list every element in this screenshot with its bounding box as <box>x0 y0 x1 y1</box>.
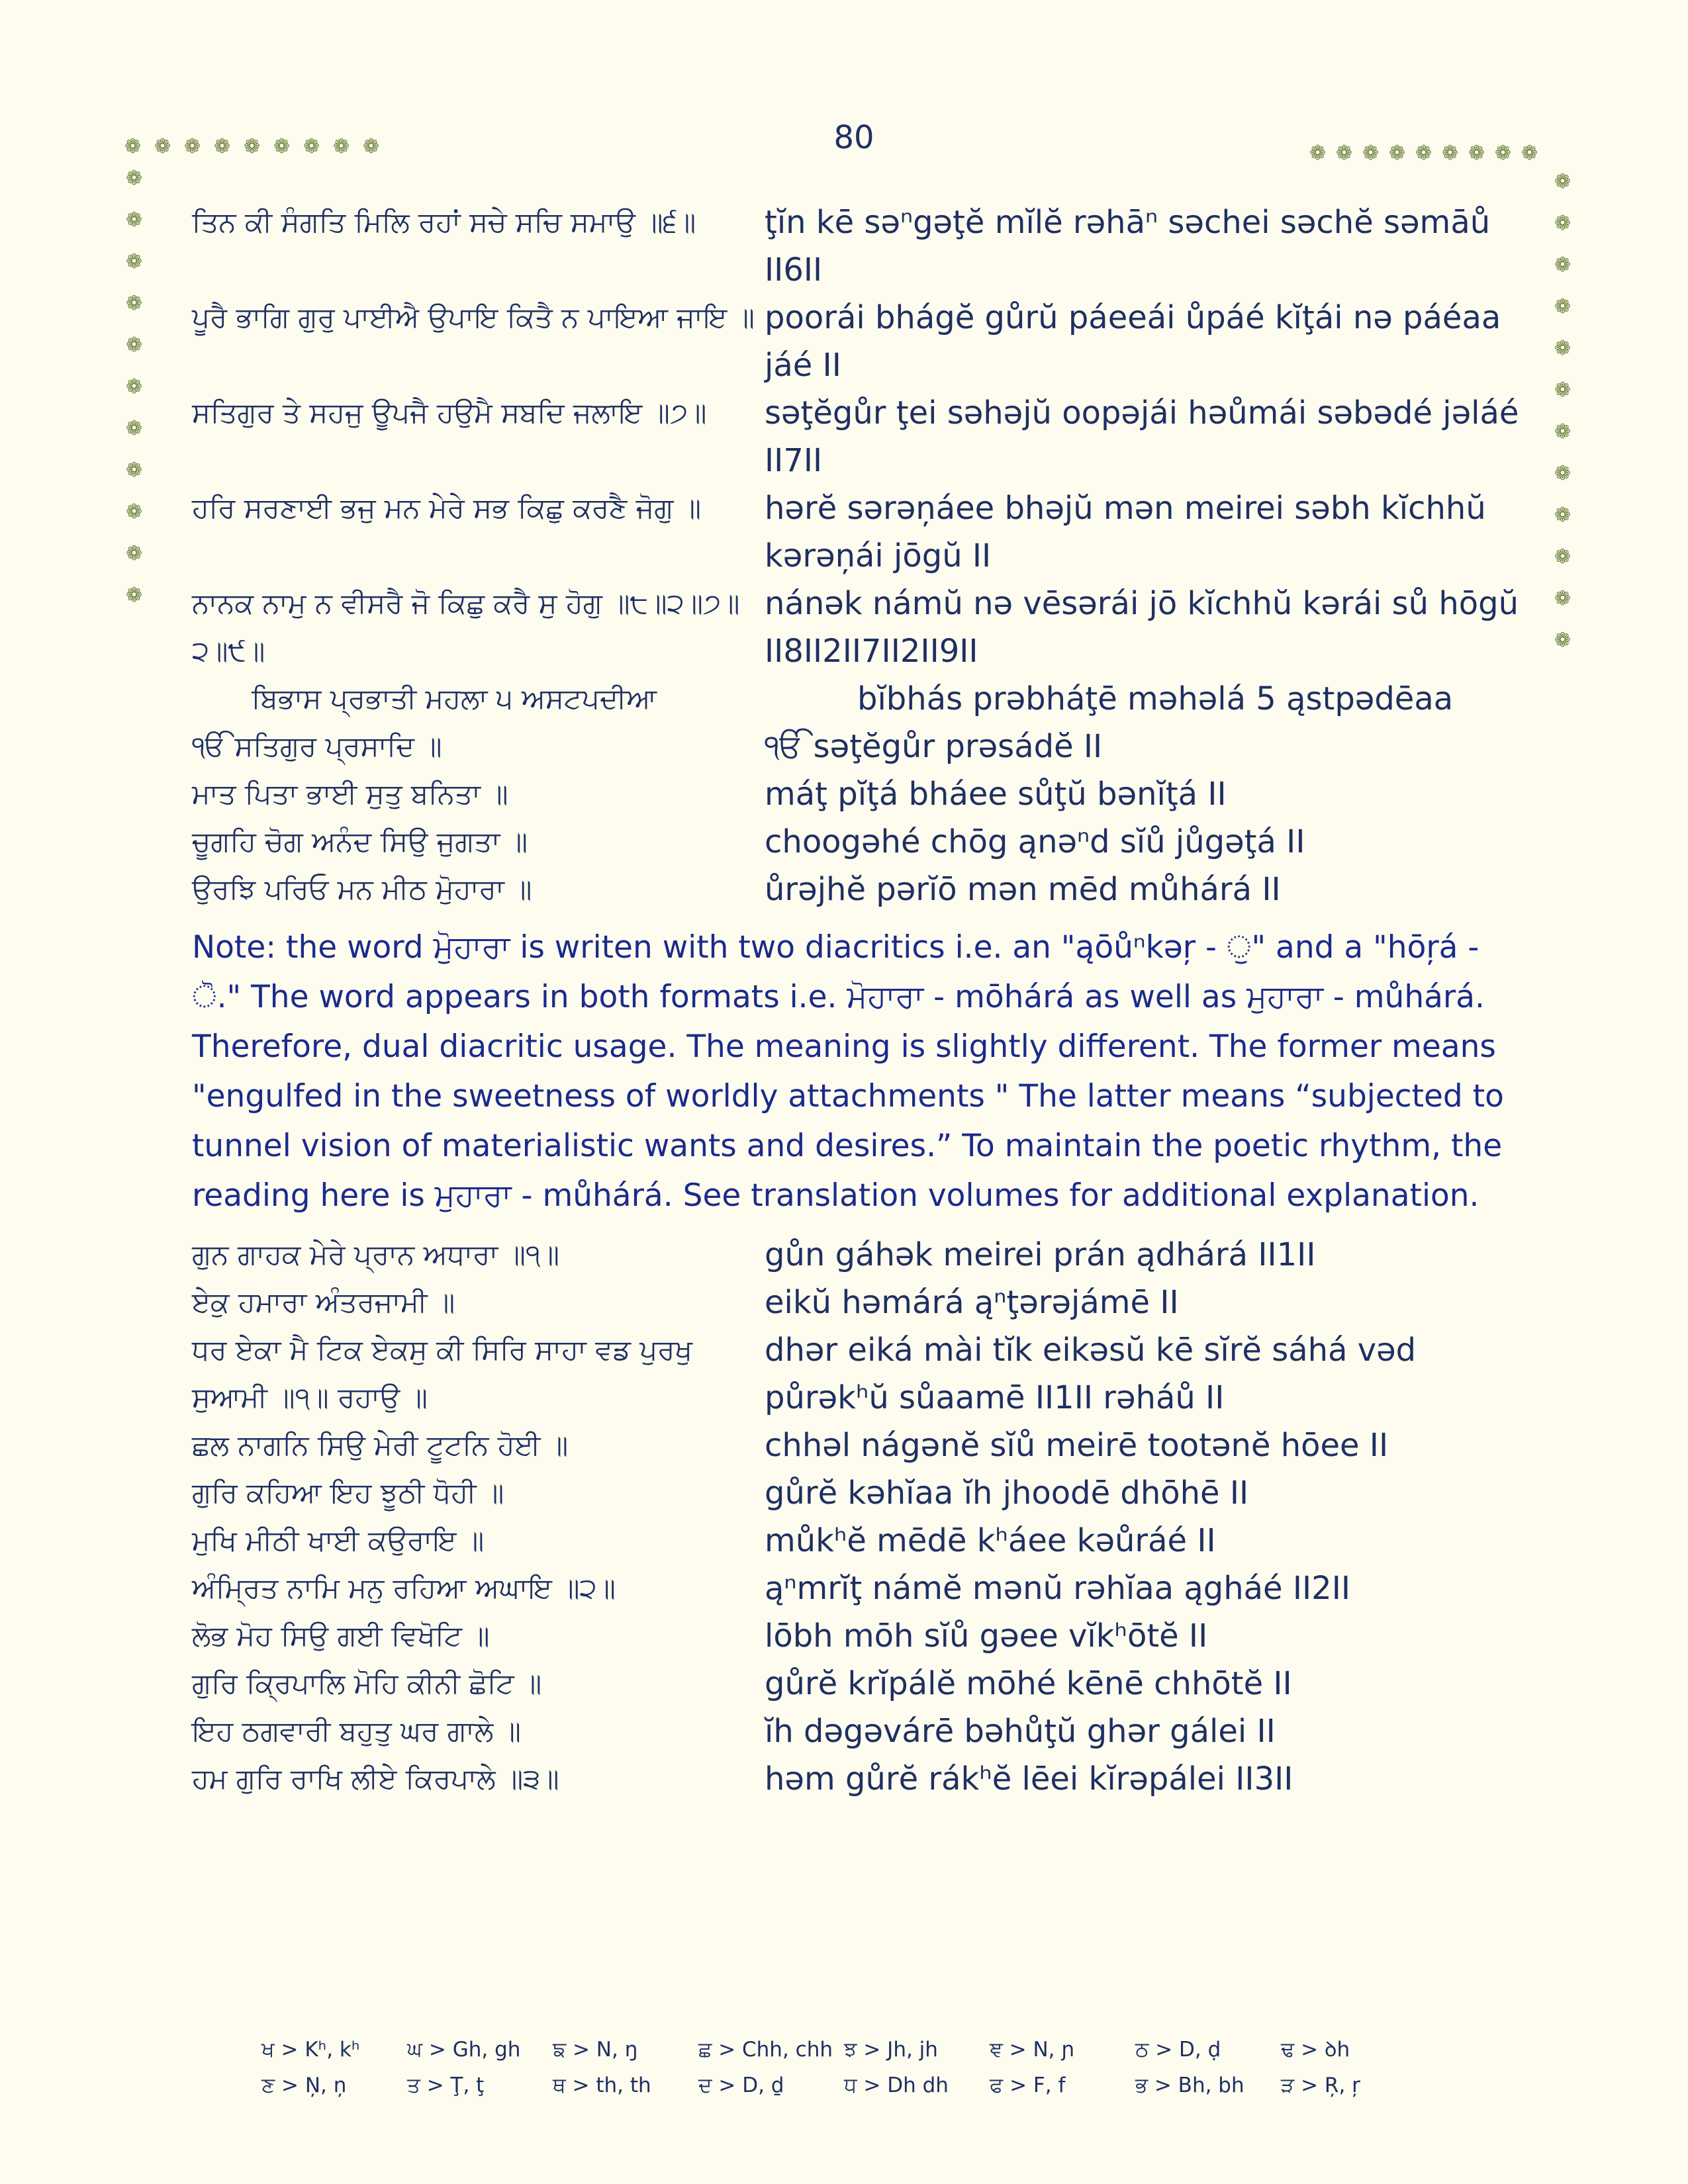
flower-ornament-icon: ❁ <box>1554 212 1571 235</box>
flower-ornament-icon: ❁ <box>1554 462 1571 485</box>
transliteration-text: nánək námŭ nə vēsərái jō kĭchhŭ kərái sů hōgŭ II8II2II7II2II9II <box>765 585 1519 670</box>
page-number: 80 <box>833 119 874 156</box>
flower-ornament-icon: ❁ <box>126 250 143 273</box>
transliteration-text: poorái bhágĕ gůrŭ páeeái ůpáé kĭţái nə páéaa jáé II <box>765 299 1501 384</box>
verse-line <box>192 199 1529 294</box>
title-gurmukhi: ਬਿਭਾਸ ਪ੍ਰਭਾਤੀ ਮਹਲਾ ੫ ਅਸਟਪਦੀਆ <box>252 682 657 715</box>
legend-row <box>261 2032 1453 2068</box>
gurmukhi-text: ਚੂਗਹਿ ਚੋਗ ਅਨੰਦ ਸਿਉ ਜੁਗਤਾ ॥ <box>192 825 528 858</box>
gurmukhi-text: ਗੁਰਿ ਕ੍ਰਿਪਾਲਿ ਮੋਹਿ ਕੀਨੀ ਛੋਟਿ ॥ <box>192 1667 542 1700</box>
gurmukhi-text: ਏਕੁ ਹਮਾਰਾ ਅੰਤਰਜਾਮੀ ॥ <box>192 1286 455 1318</box>
flower-ornament-icon: ❁ <box>1554 504 1571 527</box>
page-content <box>192 199 1529 1803</box>
flower-ornament-icon: ❁ <box>1554 629 1571 652</box>
gurmukhi-text: ਮਾਤ ਪਿਤਾ ਭਾਈ ਸੁਤੁ ਬਨਿਤਾ ॥ <box>192 778 508 810</box>
verse-line <box>192 1422 1529 1469</box>
flower-ornament-icon: ❁ <box>126 417 143 440</box>
legend-item: ਫ > F, f <box>990 2073 1066 2097</box>
verse-line <box>192 866 1529 913</box>
verse-block-2 <box>192 723 1529 913</box>
transliteration-text: ţĭn kē səⁿgəţĕ mĭlĕ rəhāⁿ səchei səchĕ səmāů II6II <box>765 204 1491 289</box>
flower-ornament-icon: ❁ <box>126 334 143 357</box>
transliteration-text: ůrəjhĕ pərĭō mən mēd můhárá II <box>765 871 1281 908</box>
flower-ornament-icon: ❁ <box>1415 142 1432 165</box>
gurmukhi-text: ਤਿਨ ਕੀ ਸੰਗਤਿ ਮਿਲਿ ਰਹਾਂ ਸਚੇ ਸਚਿ ਸਮਾਉ ॥੬॥ <box>192 206 696 238</box>
flower-ornament-icon: ❁ <box>126 292 143 315</box>
flower-ornament-icon: ❁ <box>1362 142 1380 165</box>
verse-line <box>192 1755 1529 1803</box>
flower-ornament-icon: ❁ <box>1442 142 1459 165</box>
flower-ornament-icon: ❁ <box>1554 253 1571 277</box>
flower-ornament-icon: ❁ <box>1495 142 1512 165</box>
gurmukhi-text: ਗੁਰਿ ਕਹਿਆ ਇਹ ਝੂਠੀ ਧੋਹੀ ॥ <box>192 1477 504 1509</box>
legend-item: ਭ > Bh, bh <box>1135 2073 1244 2097</box>
flower-ornament-icon: ❁ <box>1554 379 1571 402</box>
flower-ornament-icon: ❁ <box>124 135 142 158</box>
gurmukhi-text: ਪੂਰੈ ਭਾਗਿ ਗੁਰੁ ਪਾਈਐ ਉਪਾਇ ਕਿਤੈ ਨ ਪਾਇਆ ਜਾਇ ॥ <box>192 301 755 334</box>
gurmukhi-text: ੴ ਸਤਿਗੁਰ ਪ੍ਰਸਾਦਿ ॥ <box>192 730 442 762</box>
verse-line <box>192 1279 1529 1326</box>
legend-item: ਘ > Gh, gh <box>407 2038 521 2062</box>
transliteration-text: můkʰĕ mēdē kʰáee kəůráé II <box>765 1522 1216 1559</box>
legend-item: ਙ > N, ŋ <box>553 2038 638 2062</box>
flower-ornament-icon: ❁ <box>1554 170 1571 193</box>
flower-ornament-icon: ❁ <box>126 459 143 482</box>
verse-line <box>192 484 1529 580</box>
transliteration-text: choogəhé chōg ąnəⁿd sĭů jůgəţá II <box>765 823 1305 860</box>
legend-item: ਝ > Jh, jh <box>844 2038 938 2062</box>
verse-line <box>192 1612 1529 1660</box>
flower-ornament-icon: ❁ <box>154 135 171 158</box>
transliteration-text: səţĕgůr ţei səhəjŭ oopəjái həůmái səbədé jəláé II7II <box>765 394 1519 479</box>
transliteration-text: gůrĕ krĭpálĕ mōhé kēnē chhōtĕ II <box>765 1665 1292 1702</box>
flower-ornament-icon: ❁ <box>1468 142 1485 165</box>
flower-ornament-icon: ❁ <box>1554 295 1571 318</box>
flower-ornament-icon: ❁ <box>1336 142 1353 165</box>
flower-ornament-icon: ❁ <box>1389 142 1406 165</box>
verse-line <box>192 1469 1529 1517</box>
flower-ornament-icon: ❁ <box>244 135 261 158</box>
legend-item: ਤ > Ţ, ţ <box>407 2073 485 2097</box>
legend-item: ਛ > Chh, chh <box>698 2038 833 2062</box>
verse-line <box>192 1707 1529 1755</box>
verse-line <box>192 818 1529 866</box>
verse-line <box>192 294 1529 389</box>
flower-ornament-icon: ❁ <box>1309 142 1327 165</box>
legend-item: ਠ > D, ḍ <box>1135 2038 1221 2062</box>
transliteration-text: gůn gáhək meirei prán ądhárá II1II <box>765 1236 1316 1273</box>
gurmukhi-text: ਹਰਿ ਸਰਣਾਈ ਭਜੁ ਮਨ ਮੇਰੇ ਸਭ ਕਿਛੁ ਕਰਣੈ ਜੋਗੁ ॥ <box>192 492 702 524</box>
legend-item: ਧ > Dh dh <box>844 2073 949 2097</box>
transliteration-text: gůrĕ kəhĭaa ĭh jhoodē dhōhē II <box>765 1475 1249 1512</box>
flower-ornament-icon: ❁ <box>126 167 143 190</box>
verse-block-1 <box>192 199 1529 675</box>
gurmukhi-text: ਹਮ ਗੁਰਿ ਰਾਖਿ ਲੀਏ ਕਿਰਪਾਲੇ ॥੩॥ <box>192 1762 559 1795</box>
flower-ornament-icon: ❁ <box>126 500 143 523</box>
flower-ornament-icon: ❁ <box>303 135 320 158</box>
verse-line <box>192 1660 1529 1707</box>
legend-item: ਢ > ꝺh <box>1281 2038 1350 2062</box>
verse-line <box>192 1565 1529 1612</box>
legend-row <box>261 2068 1453 2103</box>
flower-ornament-icon: ❁ <box>126 542 143 565</box>
legend-item: ਞ > N, ɲ <box>990 2038 1075 2062</box>
legend-item: ੜ > Ŗ, ŗ <box>1281 2073 1360 2097</box>
gurmukhi-text: ਸਤਿਗੁਰ ਤੇ ਸਹਜੁ ਊਪਜੈ ਹਉਮੈ ਸਬਦਿ ਜਲਾਇ ॥੭॥ <box>192 396 707 429</box>
transliteration-legend <box>261 2032 1453 2103</box>
flower-ornament-icon: ❁ <box>1554 420 1571 443</box>
flower-ornament-icon: ❁ <box>363 135 380 158</box>
transliteration-text: lōbh mōh sĭů gəee vĭkʰōtĕ II <box>765 1617 1208 1655</box>
note-paragraph: Note: the word ਮੋੁਹਾਰਾ is writen with two diacritics i.e. an "ąōůⁿkəŗ - ੁ" and a "hōŗá - ੋ." The word appears in both formats i.e. ਮੋਹਾਰਾ - mōhárá as well as ਮੁਹਾਰਾ - můhárá. Therefore, dual diacritic usage. The meaning is slightly different. The former means "engulfed in the sweetness of worldly attachments " The latter means “subjected to tunnel vision of materialistic wants and desires.” To maintain the poetic rhythm, the reading here is ਮੁਹਾਰਾ - můhárá. See translation volumes for additional explanation. <box>192 929 1504 1214</box>
flower-ornament-icon: ❁ <box>333 135 350 158</box>
flower-ornament-icon: ❁ <box>1554 587 1571 610</box>
legend-item: ਥ > th, th <box>553 2073 651 2097</box>
flower-ornament-icon: ❁ <box>1521 142 1538 165</box>
flower-ornament-icon: ❁ <box>1554 337 1571 360</box>
verse-line <box>192 770 1529 818</box>
gurmukhi-text: ਇਹ ਠਗਵਾਰੀ ਬਹੁਤੁ ਘਰ ਗਾਲੇ ॥ <box>192 1715 521 1747</box>
verse-line <box>192 723 1529 770</box>
transliteration-text: ੴ səţĕgůr prəsádĕ II <box>765 728 1103 765</box>
transliteration-text: ĭh dəgəvárē bəhůţŭ ghər gálei II <box>765 1713 1276 1750</box>
transliteration-text: máţ pĭţá bháee sůţŭ bənĭţá II <box>765 776 1227 813</box>
flower-ornament-icon: ❁ <box>126 375 143 398</box>
shabad-title <box>192 675 1529 723</box>
legend-item: ਦ > D, ḏ <box>698 2073 784 2097</box>
legend-item: ਣ > Ņ, ņ <box>261 2073 347 2097</box>
gurmukhi-text: ਨਾਨਕ ਨਾਮੁ ਨ ਵੀਸਰੈ ਜੋ ਕਿਛੁ ਕਰੈ ਸੁ ਹੋਗੁ ॥੮॥੨॥੭॥੨॥੯॥ <box>192 587 740 667</box>
flower-ornament-icon: ❁ <box>1554 545 1571 569</box>
transliteration-text: dhər eiká mài tĭk eikəsŭ kē sĭrĕ sáhá vəd půrəkʰŭ sůaamē II1II rəháů II <box>765 1332 1417 1416</box>
flower-ornament-icon: ❁ <box>184 135 201 158</box>
legend-item: ਖ > Kʰ, kʰ <box>261 2038 360 2062</box>
verse-line <box>192 580 1529 675</box>
gurmukhi-text: ਅੰਮ੍ਰਿਤ ਨਾਮਿ ਮਨੁ ਰਹਿਆ ਅਘਾਇ ॥੨॥ <box>192 1572 616 1604</box>
gurmukhi-text: ਧਰ ਏਕਾ ਮੈ ਟਿਕ ਏਕਸੁ ਕੀ ਸਿਰਿ ਸਾਹਾ ਵਡ ਪੁਰਖੁ ਸੁਆਮੀ ॥੧॥ ਰਹਾਉ ॥ <box>192 1334 692 1414</box>
flower-ornament-icon: ❁ <box>273 135 291 158</box>
transliteration-text: ąⁿmrĭţ námĕ mənŭ rəhĭaa ągháé II2II <box>765 1570 1350 1607</box>
transliteration-text: hərĕ sərəņáee bhəjŭ mən meirei səbh kĭchhŭ kərəņái jōgŭ II <box>765 490 1486 574</box>
gurmukhi-text: ਲੋਭ ਮੋਹ ਸਿਉ ਗਈ ਵਿਖੋਟਿ ॥ <box>192 1619 490 1652</box>
gurmukhi-text: ਉਰਝਿ ਪਰਿਓ ਮਨ ਮੀਠ ਮੋੁਹਾਰਾ ॥ <box>192 873 532 905</box>
gurmukhi-text: ਗੁਨ ਗਾਹਕ ਮੇਰੇ ਪ੍ਰਾਨ ਅਧਾਰਾ ॥੧॥ <box>192 1238 560 1271</box>
title-translit: bĭbhás prəbháţē məhəlá 5 ąstpədēaa <box>857 680 1454 717</box>
flower-ornament-icon: ❁ <box>126 584 143 607</box>
gurmukhi-text: ਮੁਖਿ ਮੀਠੀ ਖਾਈ ਕਉਰਾਇ ॥ <box>192 1524 485 1557</box>
transliteration-text: chhəl nágənĕ sĭů meirē tootənĕ hōee II <box>765 1427 1389 1464</box>
flower-ornament-icon: ❁ <box>126 208 143 232</box>
verse-line <box>192 1517 1529 1565</box>
gurmukhi-text: ਛਲ ਨਾਗਨਿ ਸਿਉ ਮੇਰੀ ਟੂਟਨਿ ਹੋਈ ॥ <box>192 1429 569 1461</box>
verse-line <box>192 1326 1529 1422</box>
transliteration-text: həm gůrĕ rákʰĕ lēei kĭrəpálei II3II <box>765 1760 1293 1797</box>
flower-ornament-icon: ❁ <box>214 135 231 158</box>
verse-block-3 <box>192 1231 1529 1803</box>
verse-line <box>192 1231 1529 1279</box>
verse-line <box>192 389 1529 484</box>
transliteration-text: eikŭ həmárá ąⁿţərəjámē II <box>765 1284 1179 1321</box>
